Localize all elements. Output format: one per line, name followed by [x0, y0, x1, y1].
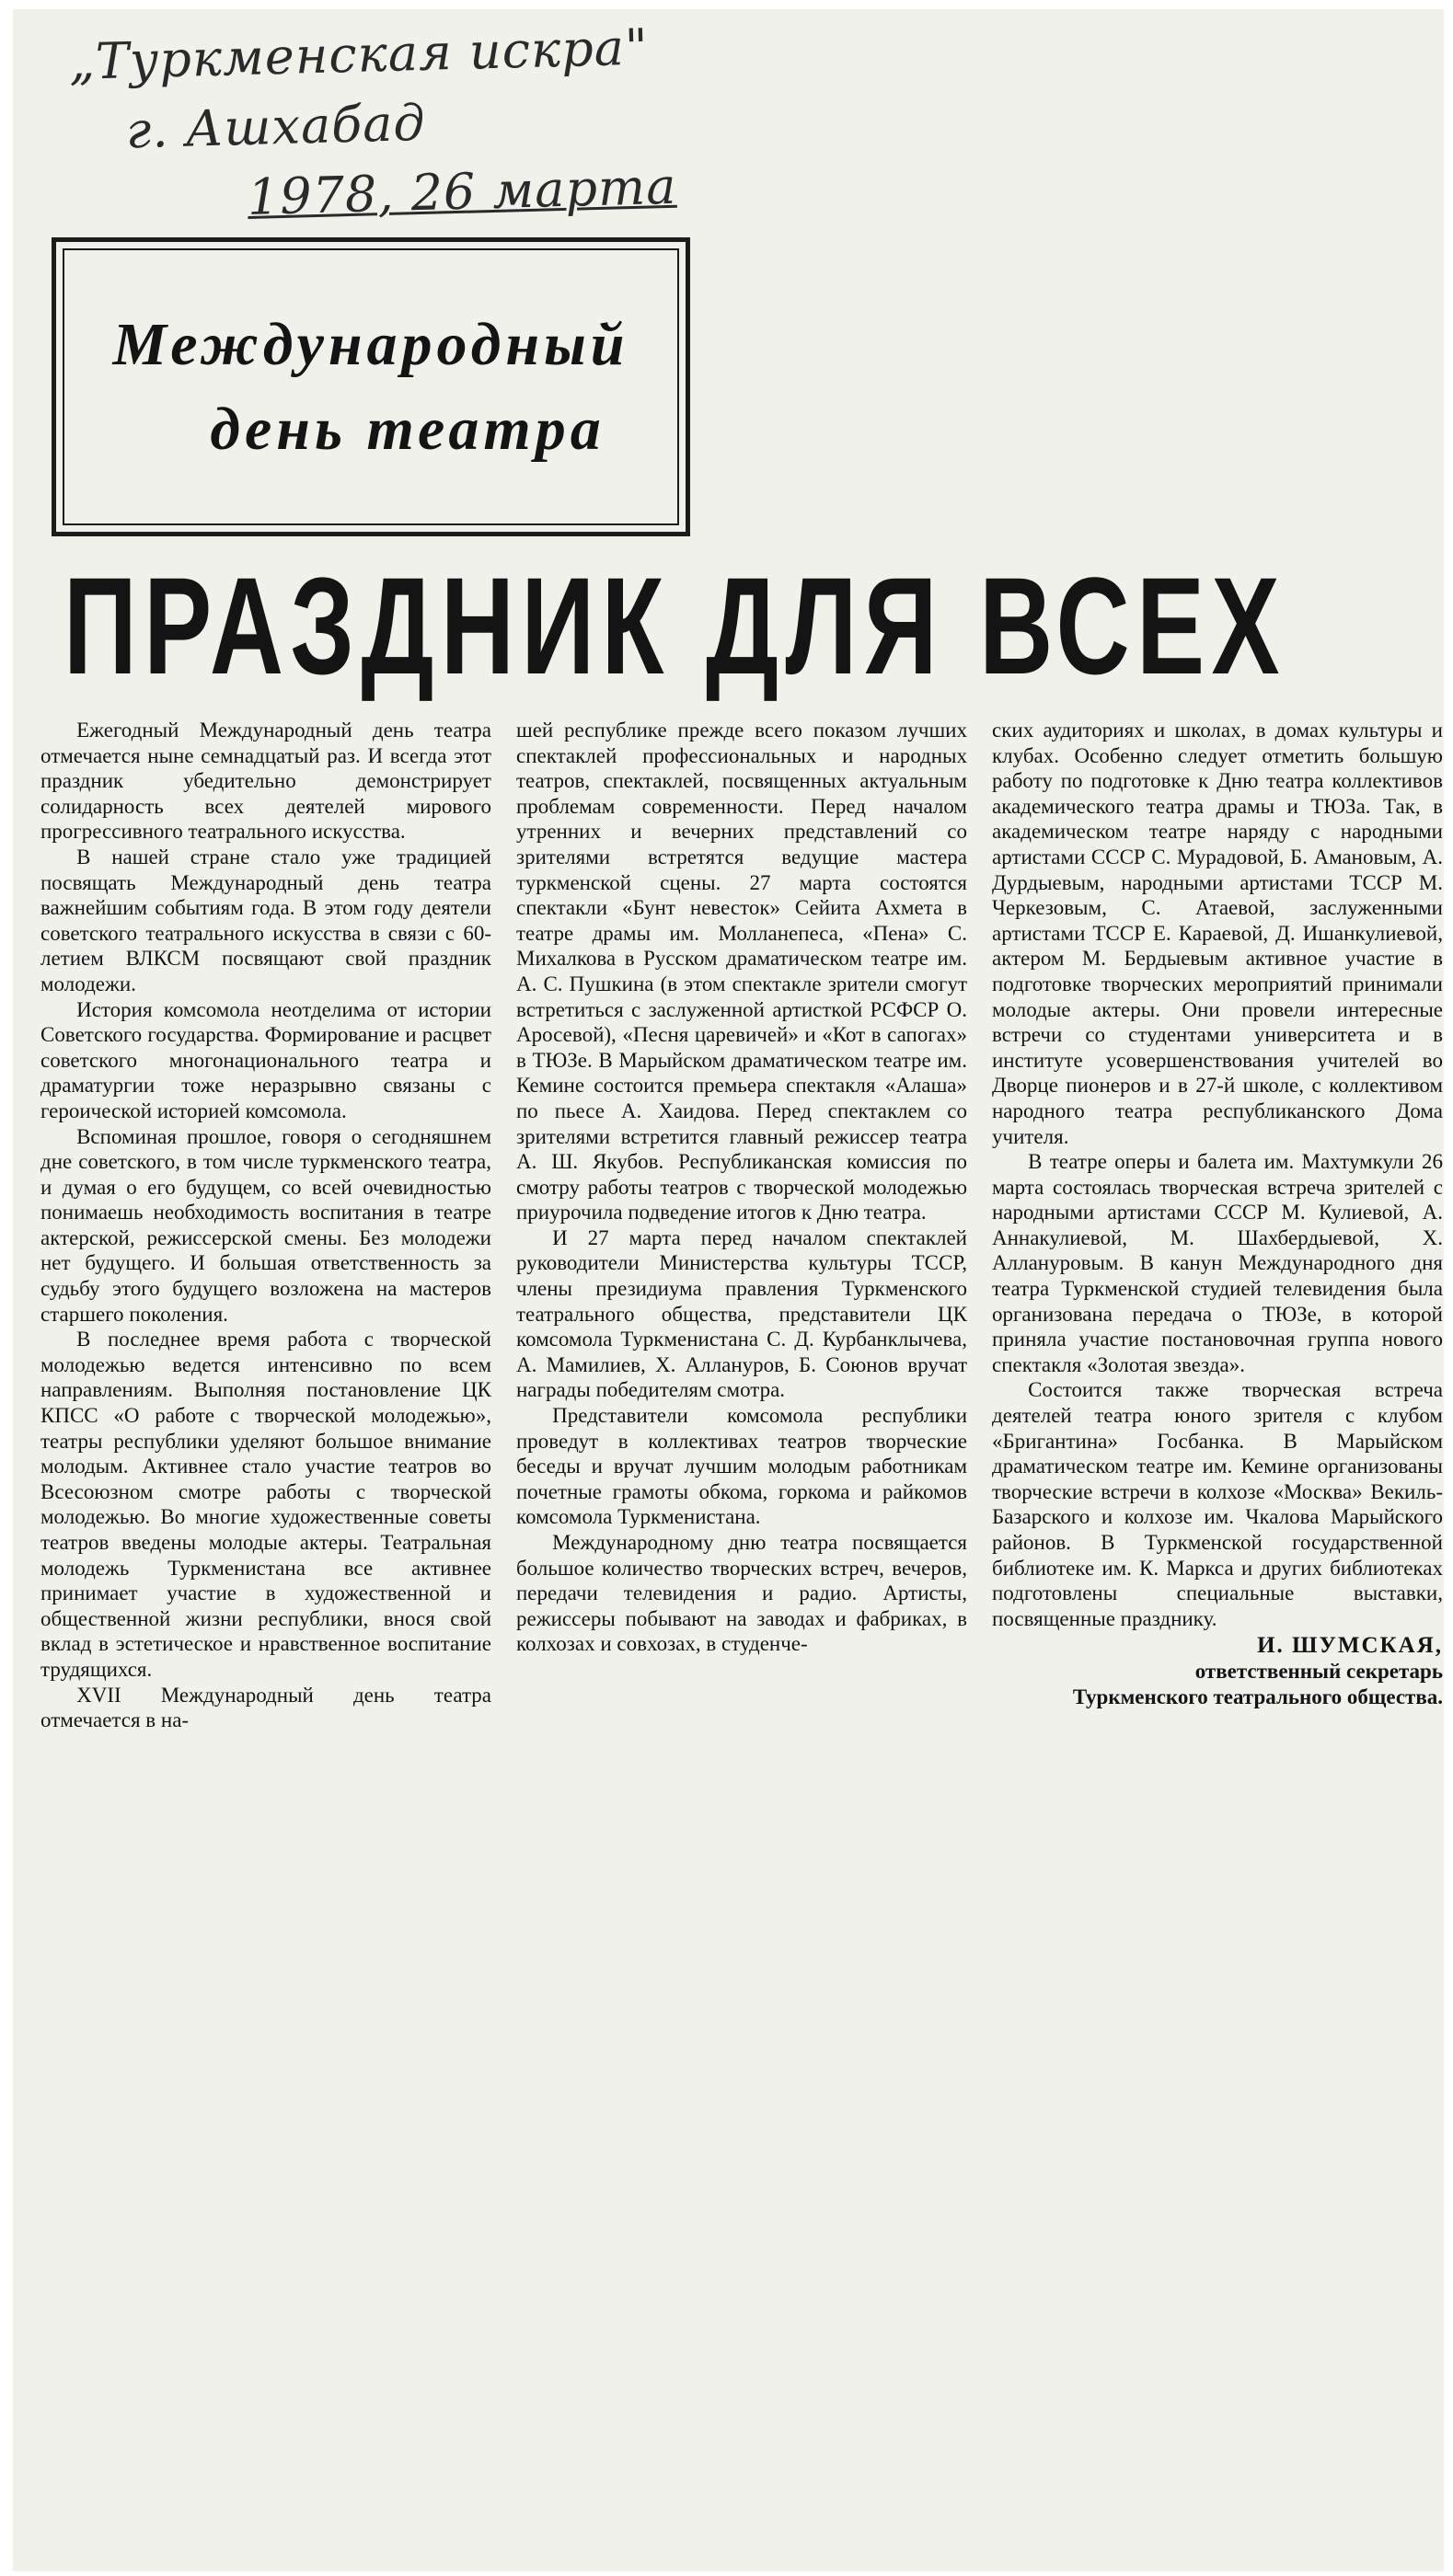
- author-name: И. ШУМСКАЯ,: [1257, 1633, 1443, 1659]
- paragraph: Вспоминая прошлое, говоря о сегодняшнем дне советского, в том числе туркменского театра, и думая о его будущем, со всей очевидностью понимаешь необходимость воспитания в театре актерской, режиссерской смены. Без молодежи нет будущего. И большая ответственность за судьбу этого будущего возложена на мастеров старшего поколения.: [40, 1124, 491, 1326]
- rubric-box: [52, 237, 690, 536]
- article-column-2: [516, 718, 967, 1657]
- paragraph: В нашей стране стало уже традицией посвящать Международный день театра важнейшим событиям года. В этом году деятели советского театрального искусства в связи с 60-летием ВЛКСМ посвящают свой праздник молодежи.: [40, 845, 491, 995]
- paragraph-continued: шей республике прежде всего показом лучших спектаклей профессиональных и народных театров, спектаклей, посвященных актуальным проблемам современности. Перед началом утренних и вечерних представлений со зрителями встретятся ведущие мастера туркменской сцены. 27 марта состоятся спектакли «Бунт невесток» Сейита Ахмета в театре драмы им. Молланепеса, «Пена» С. Михалкова в Русском драматическом театре им. А. С. Пушкина (в этом спектакле зрители смогут встретиться с заслуженной артисткой РСФСР О. Аросевой), «Песня царевичей» и «Кот в сапогах» в ТЮЗе. В Марыйском драматическом театре им. Кемине состоится премьера спектакля «Алаша» по пьесе А. Хаидова. Перед спектаклем со зрителями встретится главный режиссер театра А. Ш. Якубов. Республиканская комиссия по смотру работы театров с творческой молодежью приурочила подведение итогов к Дню театра.: [516, 719, 967, 1225]
- paragraph: Ежегодный Международный день театра отмечается ныне семнадцатый раз. И всегда этот праздник убедительно демонстрирует солидарность всех деятелей мирового прогрессивного театрального искусства.: [40, 719, 491, 844]
- paragraph: XVII Международный день театра отмечается в на-: [40, 1683, 491, 1732]
- handwritten-date: 1978, 26 марта: [247, 156, 678, 226]
- newspaper-clipping: [13, 9, 1444, 2571]
- handwritten-city: г. Ашхабад: [125, 93, 427, 160]
- paragraph: Международному дню театра посвящается большое количество творческих встреч, вечеров, передачи телевидения и радио. Артисты, режиссеры побывают на заводах и фабриках, в колхозах и совхозах, в студенче-: [516, 1531, 967, 1656]
- signature-block: [992, 1633, 1443, 1709]
- paragraph: Представители комсомола республики проведут в коллективах театров творческие беседы и вручат лучшим молодым работникам почетные грамоты обкома, горкома и райкомов комсомола Туркменистана.: [516, 1404, 967, 1529]
- article-body: [40, 718, 1443, 2571]
- paragraph: Состоится также творческая встреча деятелей театра юного зрителя с клубом «Бригантина» Госбанка. В Марыйском драматическом театре им. Кемине организованы творческие встречи в колхозе «Москва» Векиль-Базарского и колхозе им. Чкалова Марыйского районов. В Туркменской государственной библиотеке им. К. Маркса и других библиотеках подготовлены специальные выставки, посвященные празднику.: [992, 1378, 1443, 1630]
- paragraph: История комсомола неотделима от истории Советского государства. Формирование и расцвет советского многонационального театра и драматургии тоже неразрывно связаны с героической историей комсомола.: [40, 997, 491, 1122]
- paragraph: В театре оперы и балета им. Махтумкули 26 марта состоялась творческая встреча зрителей с народными артистами СССР М. Кулиевой, А. Аннакулиевой, М. Шахбердыевой, Х. Аллануровым. В канун Международного дня театра Туркменской студией телевидения была организована передача о ТЮЗе, в которой приняла участие постановочная группа нового спектакля «Золотая звезда».: [992, 1150, 1443, 1376]
- handwritten-newspaper-name: „Туркменская искра": [68, 17, 650, 91]
- article-column-3: [992, 718, 1443, 1709]
- paragraph-continued: ских аудиториях и школах, в домах культуры и клубах. Особенно следует отметить большую работу по подготовке к Дню театра коллективов академического театра драмы и ТЮЗа. Так, в академическом театре наряду с народными артистами СССР С. Мурадовой, Б. Амановым, А. Дурдыевым, народными артистами ТССР М. Черкезовым, С. Атаевой, заслуженными артистами ТССР Е. Караевой, Д. Ишанкулиевой, актером М. Бердыевым активное участие в подготовке творческих мероприятий принимали молодые актеры. Они провели интересные встречи со студентами университета и в институте усовершенствования учителей во Дворце пионеров и в 27-й школе, с коллективом народного театра республиканского Дома учителя.: [992, 719, 1443, 1148]
- rubric-line-1: Международный: [112, 310, 629, 378]
- handwritten-source-note: [68, 11, 718, 237]
- article-column-1: [40, 718, 491, 1733]
- article-headline: ПРАЗДНИК ДЛЯ ВСЕХ: [63, 548, 1286, 703]
- author-position: ответственный секретарь Туркменского театрального общества.: [1072, 1659, 1443, 1708]
- paragraph: И 27 марта перед началом спектаклей руководители Министерства культуры ТССР, члены президиума правления Туркменского театрального общества, представители ЦК комсомола Туркменистана С. Д. Курбанклычева, А. Мамилиев, Х. Аллануров, Б. Союнов вручат награды победителям смотра.: [516, 1225, 967, 1402]
- paragraph: В последнее время работа с творческой молодежью ведется интенсивно по всем направлениям. Выполняя постановление ЦК КПСС «О работе с творческой молодежью», театры республики уделяют большое внимание молодым. Активнее стало участие театров во Всесоюзном смотре работы с творческой молодежью. Во многие художественные советы театров введены молодые актеры. Театральная молодежь Туркменистана все активнее принимает участие в художественной и общественной жизни республики, внося свой вклад в эстетическое и нравственное воспитание трудящихся.: [40, 1328, 491, 1681]
- rubric-line-2: день театра: [210, 395, 605, 463]
- rubric-inner-frame: [63, 248, 679, 525]
